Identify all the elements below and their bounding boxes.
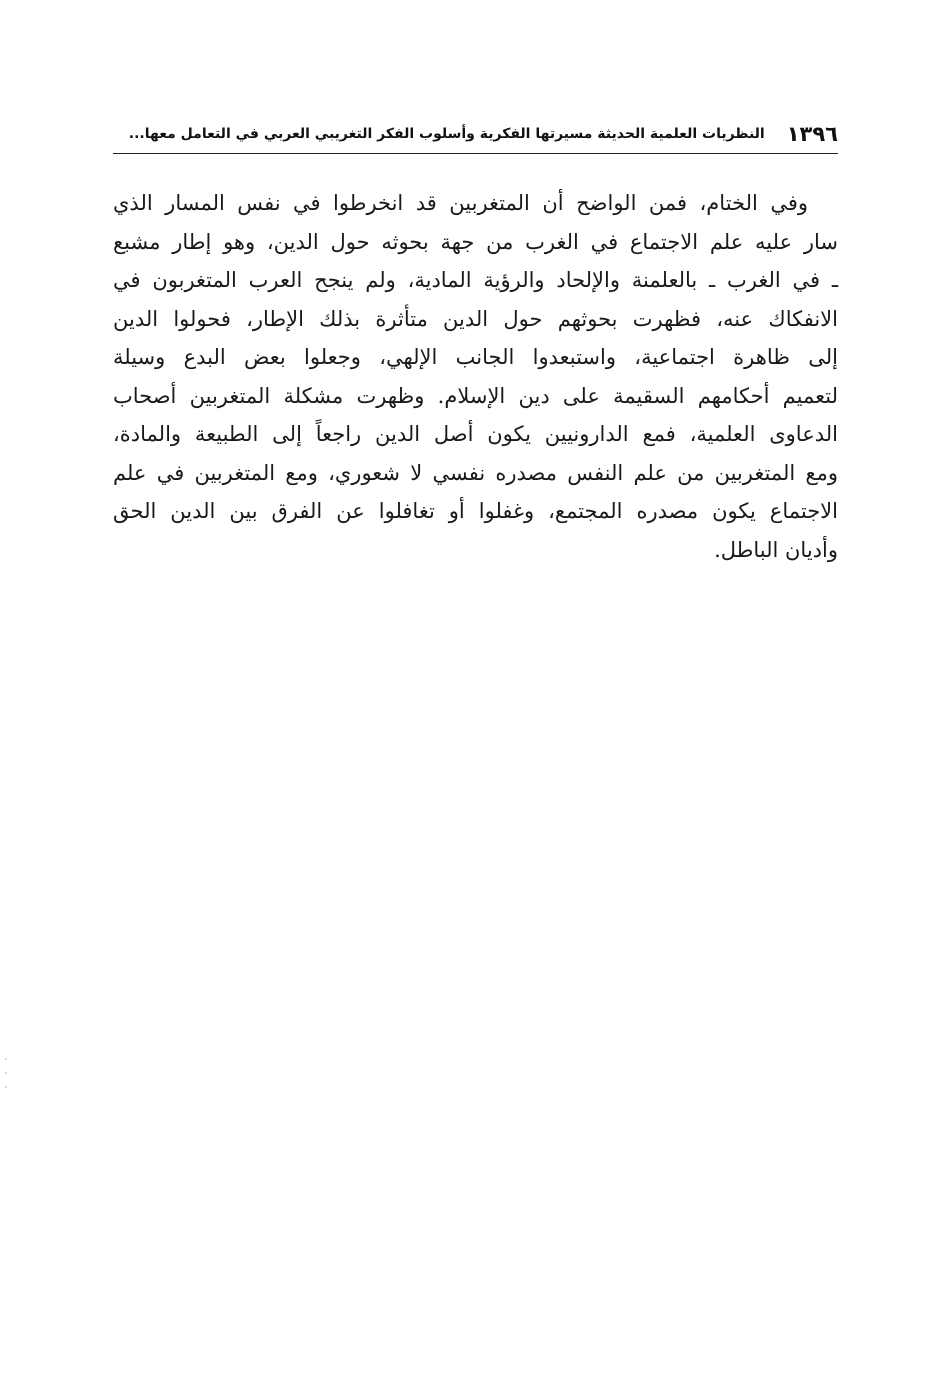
paragraph-line: وفي الختام، فمن الواضح أن المتغربين قد انخرطوا في نفس المسار الذي bbox=[113, 191, 808, 215]
page-number: ١٣٩٦ bbox=[786, 122, 838, 146]
scan-speck bbox=[5, 1086, 7, 1088]
scan-speck bbox=[5, 1072, 7, 1074]
header-rule bbox=[113, 153, 838, 154]
running-header bbox=[113, 116, 838, 148]
running-title: النظريات العلمية الحديثة مسيرتها الفكرية وأسلوب الفكر التغريبي العربي في التعامل معها... bbox=[128, 126, 765, 142]
paragraph-line: ومع المتغربين من علم النفس مصدره نفسي لا شعوري، ومع المتغربين في علم bbox=[113, 460, 838, 485]
scan-speck bbox=[5, 1058, 7, 1060]
paragraph-line: الاجتماع يكون مصدره المجتمع، وغفلوا أو تغافلوا عن الفرق بين الدين الحق bbox=[113, 499, 838, 523]
paragraph-line: سار عليه علم الاجتماع في الغرب من جهة بحوثه حول الدين، وهو إطار مشبع bbox=[113, 229, 838, 254]
paragraph-line: الانفكاك عنه، فظهرت بحوثهم حول الدين متأثرة بذلك الإطار، فحولوا الدين bbox=[113, 306, 838, 331]
paragraph-line: الدعاوى العلمية، فمع الدارونيين يكون أصل الدين راجعاً إلى الطبيعة والمادة، bbox=[113, 422, 838, 446]
paragraph-line: لتعميم أحكامهم السقيمة على دين الإسلام. وظهرت مشكلة المتغربين أصحاب bbox=[113, 383, 838, 408]
body-paragraph bbox=[113, 184, 838, 569]
paragraph-line: إلى ظاهرة اجتماعية، واستبعدوا الجانب الإلهي، وجعلوا بعض البدع وسيلة bbox=[113, 345, 838, 369]
paragraph-line: وأديان الباطل. bbox=[714, 537, 838, 562]
paragraph-line: ـ في الغرب ـ بالعلمنة والإلحاد والرؤية المادية، ولم ينجح العرب المتغربون في bbox=[113, 268, 838, 292]
